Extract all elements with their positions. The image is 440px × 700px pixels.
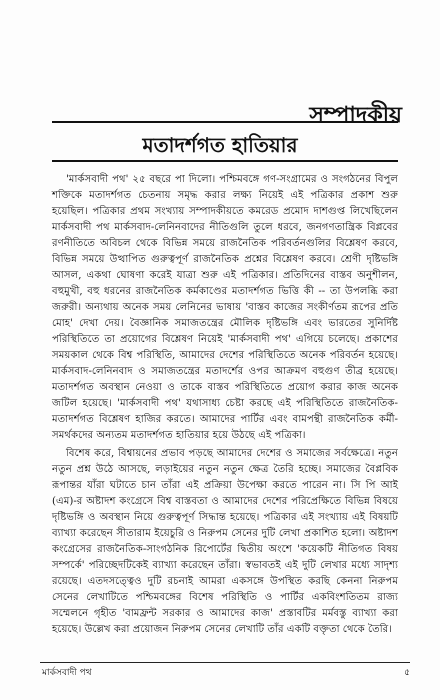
header-rule-bottom [52,160,398,162]
article-title: মতাদর্শগত হাতিয়ার [142,133,298,157]
body-paragraph: বিশেষ করে, বিশ্বায়নের প্রভাব পড়ছে আমাদের দেশের ও সমাজের সর্বক্ষেত্রে। নতুন নতুন প্রশ্ন উঠে আসছে, লড়াইয়ের নতুন নতুন ক্ষেত্র তৈরি হচ্ছে। সমাজের বৈপ্লবিক রূপান্তর যাঁরা ঘটাতে চান তাঁরা এই প্রক্রিয়া উপেক্ষা করতে পারেন না। সি পি আই (এম)-র অষ্টাদশ কংগ্রেসে বিশ্ব বাস্তবতা ও আমাদের দেশের পরিপ্রেক্ষিতে বিভিন্ন বিষয়ে দৃষ্টিভঙ্গি ও অবস্থান নিয়ে গুরুত্বপূর্ণ সিদ্ধান্ত হয়েছে। পত্রিকার এই সংখ্যায় এই বিষয়টি ব্যাখ্যা করেছেন সীতারাম ইয়েচুরি ও নিরুপম সেনের দুটি লেখা প্রকাশিত হলো। অষ্টাদশ কংগ্রেসের রাজনৈতিক-সাংগঠনিক রিপোর্টের দ্বিতীয় অংশে 'কয়েকটি নীতিগত বিষয় সম্পর্কে' পরিচ্ছেদটিকেই ব্যাখ্যা করেছেন তাঁরা। স্বভাবতই এই দুটি লেখার মধ্যে সাদৃশ্য রয়েছে। এতদসত্ত্বেও দুটি রচনাই আমরা একসঙ্গে উপস্থিত করছি কেননা নিরুপম সেনের লেখাটিতে পশ্চিমবঙ্গের বিশেষ পরিস্থিতি ও পার্টির একবিংশতিতম রাজ্য সম্মেলনে গৃহীত 'বামফ্রন্ট সরকার ও আমাদের কাজ' প্রস্তাবটির মর্মবস্তু ব্যাখ্যা করা হয়েছে। উল্লেখ করা প্রয়োজন নিরুপম সেনের লেখাটি তাঁর একটি বক্তৃতা থেকে তৈরি। [52,448,398,635]
article-body [52,172,398,638]
header-rule-top [52,121,398,123]
footer-rule [40,662,410,663]
body-paragraph: 'মার্কসবাদী পথ' ২৫ বছরে পা দিলো। পশ্চিমবঙ্গে গণ-সংগ্রামের ও সংগঠনের বিপুল শক্তিকে মতাদর্শগত চেতনায় সমৃদ্ধ করার লক্ষ্য নিয়েই এই পত্রিকার প্রকাশ শুরু হয়েছিল। পত্রিকার প্রথম সংখ্যায় সম্পাদকীয়তে কমরেড প্রমোদ দাশগুপ্ত লিখেছিলেন মার্কসবাদী পথ মার্কসবাদ-লেনিনবাদের নীতিগুলি তুলে ধরবে, জনগণতান্ত্রিক বিপ্লবের রণনীতিতে অবিচল থেকে বিভিন্ন সময়ে রাজনৈতিক পরিবর্তনগুলির বিশ্লেষণ করবে, বিভিন্ন সময়ে উত্থাপিত গুরুত্বপূর্ণ রাজনৈতিক প্রশ্নের বিশ্লেষণ করবে। শ্রেণী দৃষ্টিভঙ্গি আসল, একথা ঘোষণা করেই যাত্রা শুরু এই পত্রিকার। প্রতিদিনের বাস্তব অনুশীলন, বহুমুখী, বহু ধরনের রাজনৈতিক কর্মকাণ্ডের মতাদর্শগত ভিত্তি কী -- তা উপলব্ধি করা জরুরী। অন্যথায় অনেক সময় লেনিনের ভাষায় 'বাস্তব কাজের সংকীর্ণতম রূপের প্রতি মোহ' দেখা দেয়। বৈজ্ঞানিক সমাজতন্ত্রের মৌলিক দৃষ্টিভঙ্গি এবং ভারতের সুনির্দিষ্ট পরিস্থিতিতে তা প্রয়োগের বিশ্লেষণ নিয়েই 'মার্কসবাদী পথ' এগিয়ে চলেছে। প্রকাশের সময়কাল থেকে বিশ্ব পরিস্থিতি, আমাদের দেশের পরিস্থিতিতে অনেক পরিবর্তন হয়েছে। মার্কসবাদ-লেনিনবাদ ও সমাজতন্ত্রের মতাদর্শের ওপর আক্রমণ বহুগুণ তীব্র হয়েছে। মতাদর্শগত অবস্থান নেওয়া ও তাকে বাস্তব পরিস্থিতিতে প্রয়োগ করার কাজ অনেক জটিল হয়েছে। 'মার্কসবাদী পথ' যথাসাধ্য চেষ্টা করছে এই পরিস্থিতিতে রাজনৈতিক-মতাদর্শগত বিশ্লেষণ হাজির করতে। আমাদের পার্টির এবং বামপন্থী রাজনৈতিক কর্মী-সমর্থকদের অন্যতম মতাদর্শগত হাতিয়ার হয়ে উঠছে এই পত্রিকা। [52,174,398,441]
section-title: সম্পাদকীয় [309,102,402,128]
page-number: ৫ [404,668,410,678]
footer-journal-name: মার্কসবাদী পথ [42,668,92,678]
